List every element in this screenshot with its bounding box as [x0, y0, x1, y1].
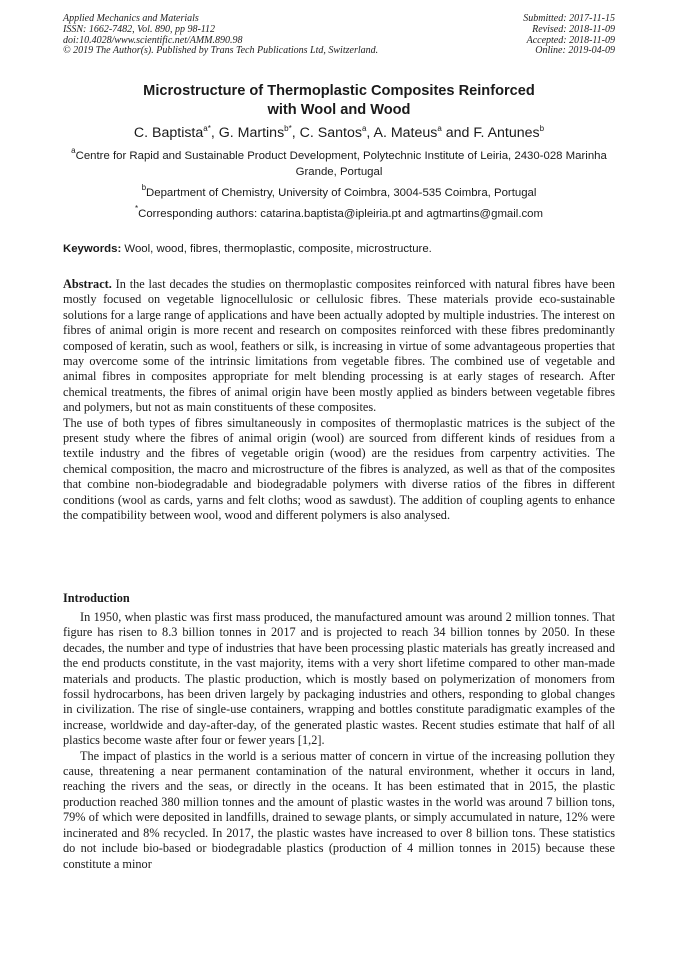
journal-issn: ISSN: 1662-7482, Vol. 890, pp 98-112: [63, 23, 216, 35]
journal-name: Applied Mechanics and Materials: [63, 13, 199, 24]
journal-info: [63, 14, 453, 57]
keywords-text: Wool, wood, fibres, thermoplastic, composite, microstructure.: [121, 243, 432, 255]
keywords-label: Keywords:: [63, 243, 122, 255]
abstract-paragraph-2: The use of both types of fibres simultaneously in composites of thermoplastic matrices is the subject of the present study where the fibres of animal origin (wool) are sourced from different kinds of residues from a textile industry and the fibres of vegetable origin (wood) are the residues from carpentry activities. The chemical composition, the macro and microstructure of the fibres is analyzed, as well as that of the composites that combine non-biodegradable and biodegradable polymers with diverse ratios of the fibres in different conditions (wool as cards, yarns and felt cloths; wood as sawdust). The addition of coupling agents to enhance the compatibility between wool, wood and different polymers is also analysed.: [63, 415, 615, 523]
accepted-date: Accepted: 2018-11-09: [526, 34, 615, 46]
author-name: A. Mateus: [373, 125, 438, 141]
copyright-line: © 2019 The Author(s). Published by Trans Tech Publications Ltd, Switzerland.: [63, 45, 379, 57]
introduction-heading: Introduction: [63, 591, 130, 605]
abstract-label: Abstract.: [63, 277, 112, 291]
author-sep: ,: [210, 125, 219, 141]
abstract-section: [63, 277, 615, 524]
submitted-date: Submitted: 2017-11-15: [523, 13, 615, 24]
submission-dates: [415, 14, 615, 57]
introduction-paragraph-1: In 1950, when plastic was first mass produced, the manufactured amount was around 2 million tonnes. That figure has risen to 8.3 billion tonnes in 2017 and is projected to reach 34 billion tonnes by 2050. In these decades, the number and type of industries that have been processing plastic materials has greatly increased and the end products constitute, in the vast majority, items with a very short lifetime compared to other man-made materials and products. The plastic production, which is mostly based on polymerization of monomers from fossil hydrocarbons, has been driven largely by packaging industries and others, responding to global changes in civilization. The rise of single-use containers, wrapping and bottles constitute paradigmatic examples of the increase, worldwide and day-after-day, of the generated plastic wastes. Recent studies estimate that half of all plastics become waste after four or fewer years [1,2].: [63, 610, 615, 748]
affiliation-a: $^a$Centre for Rapid and Sustainable Product Development, Polytechnic Institute of Leiria, 2430-028 Marinha Grande, Portugal: [71, 146, 607, 178]
author-list: [40, 124, 638, 142]
journal-doi[interactable]: doi:10.4028/www.scientific.net/AMM.890.98: [63, 34, 243, 46]
author-sup: a: [361, 124, 367, 133]
author-sup: a*: [203, 124, 211, 133]
keywords: [63, 242, 615, 257]
author-name: G. Martins: [218, 125, 285, 141]
author-name: F. Antunes: [473, 125, 540, 141]
affiliation-b: $^b$Department of Chemistry, University of Coimbra, 3004-535 Coimbra, Portugal: [141, 183, 537, 199]
introduction-section: [63, 610, 615, 872]
author-name: C. Baptista: [133, 125, 204, 141]
author-sup: b: [539, 124, 545, 133]
online-date: Online: 2019-04-09: [535, 45, 615, 57]
title-line-1: Microstructure of Thermoplastic Composites Reinforced: [143, 83, 535, 99]
author-sep: ,: [366, 125, 374, 141]
author-sep: ,: [291, 125, 300, 141]
introduction-paragraph-2: The impact of plastics in the world is a serious matter of concern in virtue of the increasing pollution they cause, threatening a near permanent contamination of the natural environment, whether it occurs in land, reaching the rivers and the seas, or directly in the oceans. It has been estimated that in 2015, the plastic production reached 380 million tonnes and the amount of plastic wastes in the world was around 7 billion tons, 79% of which were deposited in landfills, drained to sewage plants, or simply accumulated in nature, 12% were incinerated and 8% recycled. In 2017, the plastic wastes have increased to over 8 billion tons. These statistics do not include bio-based or biodegradable plastics (production of 4 million tonnes in 2015) because these constitute a minor: [63, 748, 615, 871]
author-sup: a: [437, 124, 442, 133]
abstract-paragraph-1: Abstract. In the last decades the studies on thermoplastic composites reinforced with natural fibres have been mostly focused on vegetable lignocellulosic or cellulosic fibres. These materials provide eco-sustainable solutions for a large range of applications and have been actually adopted by multiple industries. The interest on fibres of animal origin is more recent and research on composites reinforced with these fibres predominantly composed of keratin, such as wool, feathers or silk, is increasing in virtue of some advantageous properties that may overcome some of the intrinsic limitations from vegetable fibres. The combined use of vegetable and animal fibres in composites appropriate for melt blending processing is at early stages of research. After chemical treatments, the fibres of animal origin have been mostly applied as binders between vegetable fibres and polymers, but not as main constituents of these composites.: [63, 277, 615, 415]
author-sup: b*: [284, 124, 292, 133]
author-sep: and: [441, 125, 474, 141]
title-line-2: with Wool and Wood: [267, 101, 411, 118]
corresponding-authors: *Corresponding authors: catarina.baptista@ipleiria.pt and agtmartins@gmail.com: [134, 204, 544, 220]
author-name: C. Santos: [299, 125, 362, 141]
paper-title: [60, 82, 618, 119]
revised-date: Revised: 2018-11-09: [532, 23, 615, 35]
